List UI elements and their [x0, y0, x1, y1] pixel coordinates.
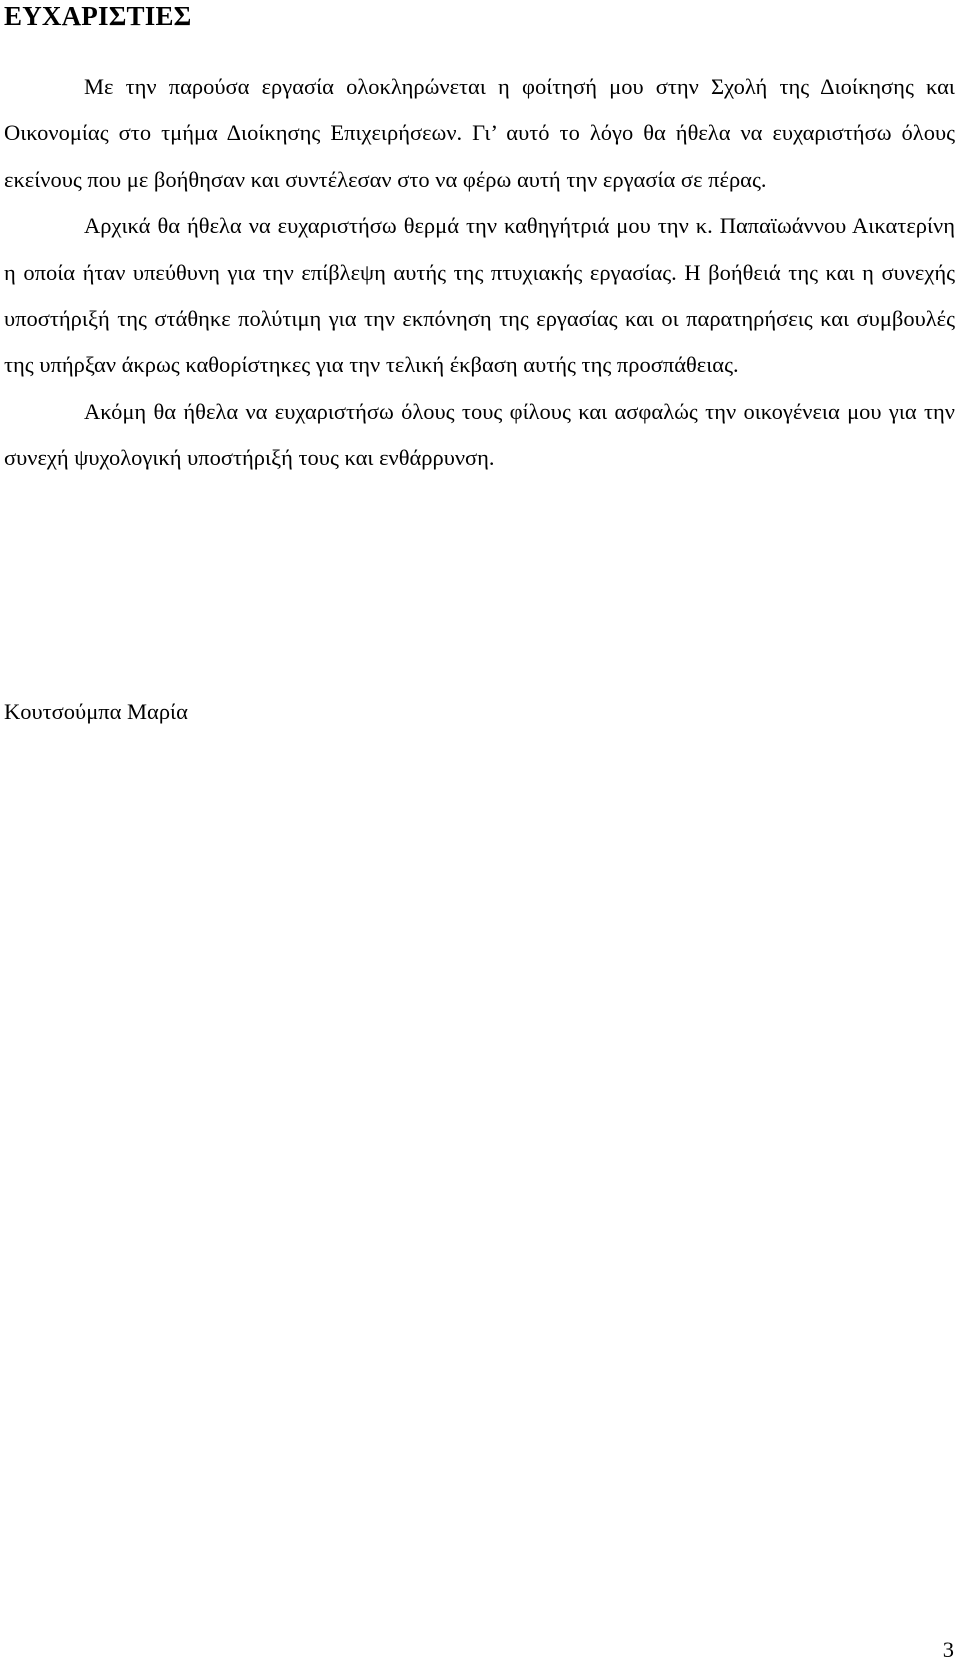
page-title: ΕΥΧΑΡΙΣΤΙΕΣ: [4, 1, 192, 31]
paragraph-intro: Με την παρούσα εργασία ολοκληρώνεται η φοίτησή μου στην Σχολή της Διοίκησης και Οικονομίας στο τμήμα Διοίκησης Επιχειρήσεων. Γι’ αυτό το λόγο θα ήθελα να ευχαριστήσω όλους εκείνους που με βοήθησαν και συντέλεσαν στο να φέρω αυτή την εργασία σε πέρας.: [4, 74, 955, 192]
paragraph-family: Ακόμη θα ήθελα να ευχαριστήσω όλους τους φίλους και ασφαλώς την οικογένεια μου για την συνεχή ψυχολογική υποστήριξή τους και ενθάρρυνση.: [4, 398, 955, 471]
author-signature: Κουτσούμπα Μαρία: [4, 699, 188, 724]
page-number: 3: [942, 1637, 954, 1662]
acknowledgements-body: [4, 64, 955, 482]
paragraph-supervisor: Αρχικά θα ήθελα να ευχαριστήσω θερμά την καθηγήτριά μου την κ. Παπαϊωάννου Αικατερίνη η οποία ήταν υπεύθυνη για την επίβλεψη αυτής της πτυχιακής εργασίας. Η βοήθειά της και η συνεχής υποστήριξή της στάθηκε πολύτιμη για την εκπόνηση της εργασίας και οι παρατηρήσεις και συμβουλές της υπήρξαν άκρως καθορίστηκες για την τελική έκβαση αυτής της προσπάθειας.: [4, 213, 955, 378]
